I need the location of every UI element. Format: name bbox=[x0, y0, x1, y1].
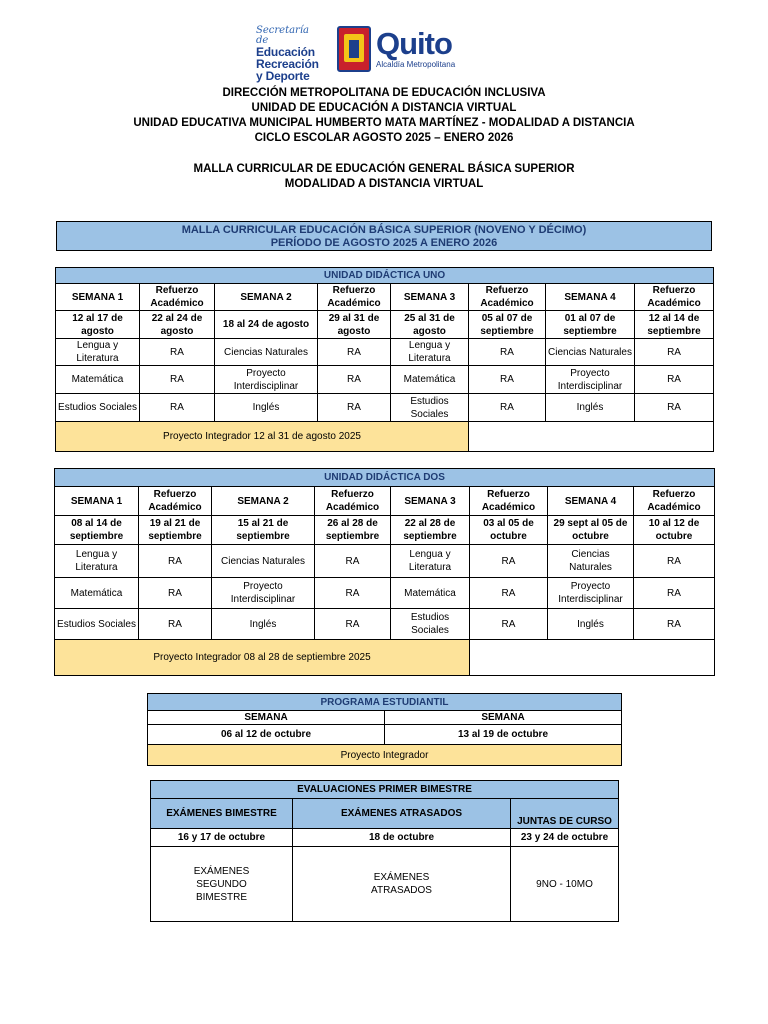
exams-header: EXÁMENES BIMESTRE bbox=[151, 799, 293, 829]
ra-cell: RA bbox=[470, 578, 548, 609]
date-cell: 29 al 31 de agosto bbox=[318, 311, 391, 339]
ra-cell: RA bbox=[318, 339, 391, 366]
header-line: CICLO ESCOLAR AGOSTO 2025 – ENERO 2026 bbox=[254, 132, 514, 144]
secretaria-logo-line: Recreación bbox=[256, 57, 319, 71]
integrative-project-cell: Proyecto Integrador 12 al 31 de agosto 2025 bbox=[56, 422, 469, 452]
reinforcement-header: Refuerzo Académico bbox=[139, 487, 212, 516]
date-cell: 06 al 12 de octubre bbox=[148, 725, 385, 745]
week-header: SEMANA bbox=[148, 711, 385, 725]
subject-cell: Estudios Sociales bbox=[56, 394, 140, 422]
week-header: SEMANA 4 bbox=[546, 284, 635, 311]
unit-two-dates-row bbox=[55, 516, 715, 545]
late-exams-cell: EXÁMENES ATRASADOS bbox=[293, 847, 511, 922]
ra-cell: RA bbox=[635, 394, 714, 422]
subject-cell: Matemática bbox=[391, 366, 469, 394]
subject-cell: Proyecto Interdisciplinar bbox=[548, 578, 634, 609]
ra-cell: RA bbox=[634, 578, 715, 609]
subject-cell: Inglés bbox=[212, 609, 315, 640]
ra-cell: RA bbox=[140, 394, 215, 422]
subject-cell: Inglés bbox=[548, 609, 634, 640]
week-header: SEMANA 4 bbox=[548, 487, 634, 516]
unit-one-table bbox=[55, 267, 714, 452]
week-header: SEMANA 3 bbox=[391, 284, 469, 311]
date-cell: 22 al 24 de agosto bbox=[140, 311, 215, 339]
subject-cell: Lengua y Literatura bbox=[391, 339, 469, 366]
ra-cell: RA bbox=[469, 394, 546, 422]
reinforcement-header: Refuerzo Académico bbox=[470, 487, 548, 516]
date-cell: 25 al 31 de agosto bbox=[391, 311, 469, 339]
date-cell: 13 al 19 de octubre bbox=[385, 725, 622, 745]
quito-logo-subtitle: Alcaldía Metropolitana bbox=[376, 60, 456, 69]
subject-cell: Ciencias Naturales bbox=[546, 339, 635, 366]
subject-cell: Proyecto Interdisciplinar bbox=[215, 366, 318, 394]
ra-cell: RA bbox=[315, 609, 391, 640]
quito-logo bbox=[376, 28, 455, 69]
subject-cell: Lengua y Literatura bbox=[55, 545, 139, 578]
date-cell: 18 al 24 de agosto bbox=[215, 311, 318, 339]
ra-cell: RA bbox=[318, 366, 391, 394]
table-row bbox=[55, 609, 715, 640]
student-program-title: PROGRAMA ESTUDIANTIL bbox=[148, 694, 622, 711]
ra-cell: RA bbox=[469, 366, 546, 394]
week-header: SEMANA 1 bbox=[55, 487, 139, 516]
reinforcement-header: Refuerzo Académico bbox=[140, 284, 215, 311]
unit-one-header-row bbox=[56, 284, 714, 311]
ra-cell: RA bbox=[315, 545, 391, 578]
week-header: SEMANA 3 bbox=[391, 487, 470, 516]
course-meetings-header: JUNTAS DE CURSO bbox=[511, 799, 619, 829]
quito-seal-icon bbox=[337, 26, 371, 72]
header-line: DIRECCIÓN METROPOLITANA DE EDUCACIÓN INCLUSIVA bbox=[222, 87, 546, 99]
reinforcement-header: Refuerzo Académico bbox=[318, 284, 391, 311]
subject-cell: Ciencias Naturales bbox=[212, 545, 315, 578]
subject-cell: Lengua y Literatura bbox=[391, 545, 470, 578]
date-cell: 19 al 21 de septiembre bbox=[139, 516, 212, 545]
reinforcement-header: Refuerzo Académico bbox=[315, 487, 391, 516]
table-row bbox=[56, 339, 714, 366]
secretaria-logo-line: Secretaría de bbox=[256, 25, 309, 46]
date-cell: 22 al 28 de septiembre bbox=[391, 516, 470, 545]
subject-cell: Ciencias Naturales bbox=[548, 545, 634, 578]
logo-bar bbox=[0, 25, 768, 83]
unit-two-title: UNIDAD DIDÁCTICA DOS bbox=[55, 469, 715, 487]
unit-one-dates-row bbox=[56, 311, 714, 339]
date-cell: 23 y 24 de octubre bbox=[511, 829, 619, 847]
week-header: SEMANA 2 bbox=[215, 284, 318, 311]
week-header: SEMANA bbox=[385, 711, 622, 725]
date-cell: 15 al 21 de septiembre bbox=[212, 516, 315, 545]
ra-cell: RA bbox=[634, 609, 715, 640]
ra-cell: RA bbox=[635, 339, 714, 366]
subject-cell: Matemática bbox=[391, 578, 470, 609]
integrative-project-cell: Proyecto Integrador bbox=[148, 745, 622, 766]
subject-cell: Inglés bbox=[546, 394, 635, 422]
table-row bbox=[56, 366, 714, 394]
subject-cell: Inglés bbox=[215, 394, 318, 422]
date-cell: 08 al 14 de septiembre bbox=[55, 516, 139, 545]
subject-cell: Matemática bbox=[56, 366, 140, 394]
ra-cell: RA bbox=[634, 545, 715, 578]
date-cell: 12 al 17 de agosto bbox=[56, 311, 140, 339]
table-row bbox=[55, 578, 715, 609]
reinforcement-header: Refuerzo Académico bbox=[634, 487, 715, 516]
ra-cell: RA bbox=[139, 609, 212, 640]
date-cell: 05 al 07 de septiembre bbox=[469, 311, 546, 339]
curriculum-title-box bbox=[56, 221, 712, 251]
date-cell: 10 al 12 de octubre bbox=[634, 516, 715, 545]
reinforcement-header: Refuerzo Académico bbox=[469, 284, 546, 311]
date-cell: 01 al 07 de septiembre bbox=[546, 311, 635, 339]
evaluations-table bbox=[150, 780, 619, 922]
curriculum-period: PERÍODO DE AGOSTO 2025 A ENERO 2026 bbox=[270, 237, 498, 249]
ra-cell: RA bbox=[469, 339, 546, 366]
secretaria-logo bbox=[256, 26, 324, 82]
integrative-project-cell: Proyecto Integrador 08 al 28 de septiembre 2025 bbox=[55, 640, 470, 676]
reinforcement-header: Refuerzo Académico bbox=[635, 284, 714, 311]
ra-cell: RA bbox=[140, 339, 215, 366]
date-cell: 03 al 05 de octubre bbox=[470, 516, 548, 545]
empty-cell bbox=[469, 422, 714, 452]
subject-cell: Estudios Sociales bbox=[55, 609, 139, 640]
secretaria-logo-line: Educación bbox=[256, 45, 315, 59]
ra-cell: RA bbox=[140, 366, 215, 394]
date-cell: 12 al 14 de septiembre bbox=[635, 311, 714, 339]
date-cell: 29 sept al 05 de octubre bbox=[548, 516, 634, 545]
curriculum-title: MALLA CURRICULAR EDUCACIÓN BÁSICA SUPERIOR (NOVENO Y DÉCIMO) bbox=[181, 224, 587, 236]
grades-cell: 9NO - 10MO bbox=[511, 847, 619, 922]
subheader-line: MALLA CURRICULAR DE EDUCACIÓN GENERAL BÁSICA SUPERIOR bbox=[193, 163, 575, 175]
date-cell: 26 al 28 de septiembre bbox=[315, 516, 391, 545]
ra-cell: RA bbox=[470, 609, 548, 640]
subject-cell: Estudios Sociales bbox=[391, 609, 470, 640]
ra-cell: RA bbox=[318, 394, 391, 422]
ra-cell: RA bbox=[470, 545, 548, 578]
ra-cell: RA bbox=[315, 578, 391, 609]
secretaria-logo-line: y Deporte bbox=[256, 69, 310, 83]
ra-cell: RA bbox=[139, 545, 212, 578]
second-term-exams-cell: EXÁMENES SEGUNDO BIMESTRE bbox=[151, 847, 293, 922]
unit-one-title: UNIDAD DIDÁCTICA UNO bbox=[56, 268, 714, 284]
date-cell: 16 y 17 de octubre bbox=[151, 829, 293, 847]
header-line: UNIDAD EDUCATIVA MUNICIPAL HUMBERTO MATA MARTÍNEZ - MODALIDAD A DISTANCIA bbox=[133, 117, 635, 129]
ra-cell: RA bbox=[139, 578, 212, 609]
ra-cell: RA bbox=[635, 366, 714, 394]
late-exams-header: EXÁMENES ATRASADOS bbox=[293, 799, 511, 829]
evaluations-title: EVALUACIONES PRIMER BIMESTRE bbox=[151, 781, 619, 799]
subject-cell: Proyecto Interdisciplinar bbox=[212, 578, 315, 609]
quito-logo-word: Quito bbox=[376, 26, 452, 61]
week-header: SEMANA 1 bbox=[56, 284, 140, 311]
subject-cell: Lengua y Literatura bbox=[56, 339, 140, 366]
unit-two-table bbox=[54, 468, 715, 676]
subject-cell: Estudios Sociales bbox=[391, 394, 469, 422]
table-row bbox=[55, 545, 715, 578]
unit-two-header-row bbox=[55, 487, 715, 516]
document-subheader bbox=[0, 162, 768, 192]
document-header bbox=[0, 86, 768, 146]
subheader-line: MODALIDAD A DISTANCIA VIRTUAL bbox=[284, 178, 484, 190]
date-cell: 18 de octubre bbox=[293, 829, 511, 847]
subject-cell: Matemática bbox=[55, 578, 139, 609]
empty-cell bbox=[470, 640, 715, 676]
student-program-table bbox=[147, 693, 622, 766]
subject-cell: Ciencias Naturales bbox=[215, 339, 318, 366]
header-line: UNIDAD DE EDUCACIÓN A DISTANCIA VIRTUAL bbox=[251, 102, 517, 114]
week-header: SEMANA 2 bbox=[212, 487, 315, 516]
table-row bbox=[56, 394, 714, 422]
subject-cell: Proyecto Interdisciplinar bbox=[546, 366, 635, 394]
